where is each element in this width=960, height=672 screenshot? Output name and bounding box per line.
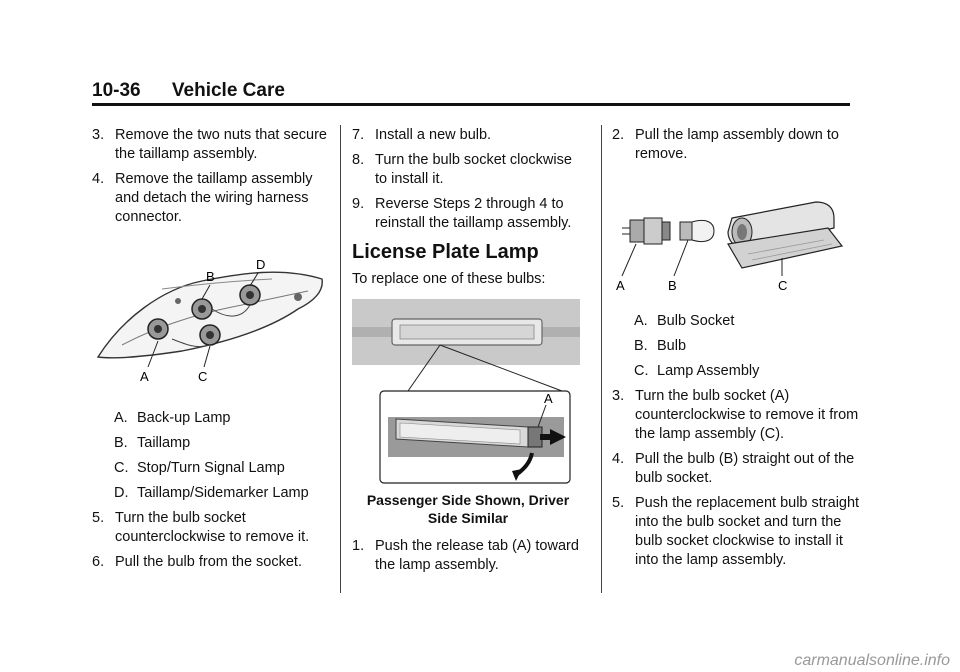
watermark: carmanualsonline.info xyxy=(794,652,950,669)
step-item xyxy=(612,387,860,444)
label-b: B xyxy=(668,278,677,293)
legend-key: C. xyxy=(114,460,129,476)
legend-item xyxy=(92,434,332,453)
legend-key: D. xyxy=(114,485,129,501)
step-item xyxy=(352,151,584,189)
step-text: Install a new bulb. xyxy=(375,127,492,143)
step-text: Pull the bulb from the socket. xyxy=(115,554,302,570)
label-a: A xyxy=(616,278,625,293)
column-1 xyxy=(92,126,332,578)
legend-key: A. xyxy=(114,410,128,426)
label-b: B xyxy=(206,269,215,284)
figure-caption: Passenger Side Shown, Driver Side Similar xyxy=(366,492,570,526)
license-plate-lamp-figure xyxy=(352,299,582,485)
label-c: C xyxy=(778,278,788,293)
step-number: 8. xyxy=(352,152,365,168)
step-text: Remove the taillamp assembly and detach the wiring harness connector. xyxy=(115,171,313,225)
legend-item xyxy=(612,312,860,331)
step-item xyxy=(92,126,332,164)
legend-text: Stop/Turn Signal Lamp xyxy=(137,460,285,476)
legend-text: Bulb Socket xyxy=(657,313,735,329)
step-number: 4. xyxy=(92,171,105,187)
step-text: Push the replacement bulb straight into the bulb socket and turn the bulb socket clockwise to install it into the lamp assembly. xyxy=(635,495,860,568)
step-text: Turn the bulb socket clockwise to install it. xyxy=(375,152,572,187)
legend-item xyxy=(92,484,332,503)
legend-text: Back-up Lamp xyxy=(137,410,231,426)
legend-item xyxy=(612,362,860,381)
step-number: 1. xyxy=(352,538,365,554)
step-text: Remove the two nuts that secure the taillamp assembly. xyxy=(115,127,327,162)
step-item xyxy=(352,126,584,145)
section-title: Vehicle Care xyxy=(171,80,285,101)
step-number: 5. xyxy=(612,495,625,511)
legend-text: Taillamp xyxy=(137,435,191,451)
step-item xyxy=(352,537,584,575)
step-text: Pull the bulb (B) straight out of the bulb socket. xyxy=(635,451,855,486)
legend-text: Lamp Assembly xyxy=(657,363,760,379)
legend-text: Taillamp/Sidemarker Lamp xyxy=(137,485,309,501)
legend-item xyxy=(92,409,332,428)
page-header xyxy=(92,80,285,102)
bulb-socket-figure xyxy=(612,188,848,298)
legend-text: Bulb xyxy=(657,338,687,354)
column-2 xyxy=(352,126,584,581)
step-number: 9. xyxy=(352,196,365,212)
step-text: Pull the lamp assembly down to remove. xyxy=(635,127,839,162)
legend-item xyxy=(612,337,860,356)
taillamp-figure xyxy=(92,249,332,399)
label-c: C xyxy=(198,369,208,384)
step-text: Push the release tab (A) toward the lamp assembly. xyxy=(375,538,579,573)
step-number: 5. xyxy=(92,510,105,526)
legend-key: A. xyxy=(634,313,648,329)
column-3 xyxy=(612,126,860,576)
legend-key: B. xyxy=(634,338,648,354)
step-item xyxy=(92,553,332,572)
legend-key: B. xyxy=(114,435,128,451)
label-a: A xyxy=(544,391,553,406)
step-item xyxy=(612,494,860,570)
header-rule xyxy=(92,103,850,106)
step-text: Reverse Steps 2 through 4 to reinstall the taillamp assembly. xyxy=(375,196,572,231)
column-divider xyxy=(601,125,602,593)
legend-key: C. xyxy=(634,363,649,379)
step-item xyxy=(92,509,332,547)
label-a: A xyxy=(140,369,149,384)
intro-text: To replace one of these bulbs: xyxy=(352,271,546,287)
step-number: 6. xyxy=(92,554,105,570)
label-d: D xyxy=(256,257,266,272)
step-text: Turn the bulb socket (A) counterclockwise to remove it from the lamp assembly (C). xyxy=(635,388,859,442)
column-divider xyxy=(340,125,341,593)
page-number: 10-36 xyxy=(92,80,141,101)
step-number: 7. xyxy=(352,127,365,143)
step-number: 2. xyxy=(612,127,625,143)
legend-item xyxy=(92,459,332,478)
step-number: 3. xyxy=(612,388,625,404)
step-number: 4. xyxy=(612,451,625,467)
step-item xyxy=(352,195,584,233)
step-item xyxy=(612,450,860,488)
step-number: 3. xyxy=(92,127,105,143)
step-item xyxy=(612,126,860,164)
step-text: Turn the bulb socket counterclockwise to remove it. xyxy=(115,510,310,545)
step-item xyxy=(92,170,332,227)
section-heading: License Plate Lamp xyxy=(352,241,539,263)
